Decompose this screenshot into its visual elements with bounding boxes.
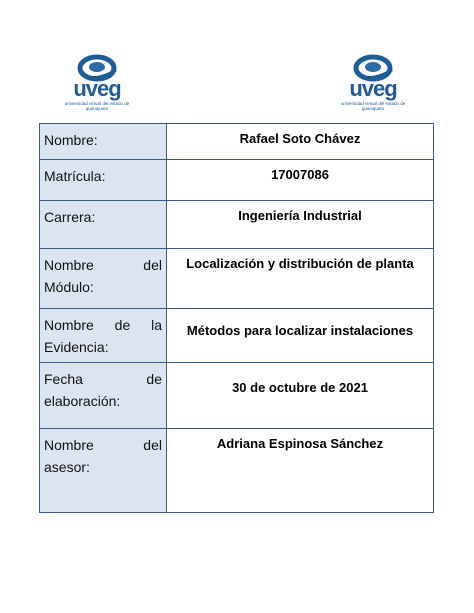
label-asesor-line2: asesor: [44, 459, 90, 475]
logo-word: uveg [349, 76, 397, 101]
value-cell [167, 201, 434, 249]
label-matricula: Matrícula: [44, 168, 106, 184]
info-table [39, 123, 434, 513]
value-cell [167, 160, 434, 201]
label-cell [40, 363, 167, 429]
logo-word: uveg [73, 76, 121, 101]
value-cell [167, 249, 434, 309]
label-cell [40, 429, 167, 513]
table-row [40, 309, 434, 363]
label-modulo-line2: Módulo: [44, 279, 94, 295]
label-fecha-line2: elaboración: [44, 393, 121, 409]
value-fecha: 30 de octubre de 2021 [232, 380, 368, 395]
table-row [40, 363, 434, 429]
table-row [40, 124, 434, 160]
value-matricula: 17007086 [271, 167, 329, 182]
table-row [40, 249, 434, 309]
logo-subtitle: universidad virtual del estado de guanajuato [340, 101, 406, 111]
label-fecha-line1: Fecha de [44, 371, 162, 387]
label-cell [40, 249, 167, 309]
label-nombre: Nombre: [44, 132, 98, 148]
label-cell [40, 160, 167, 201]
table-row [40, 201, 434, 249]
value-cell [167, 429, 434, 513]
label-evidencia-line1: Nombre de la [44, 317, 162, 333]
value-modulo: Localización y distribución de planta [186, 256, 414, 271]
uveg-logo-left [62, 50, 132, 112]
label-carrera: Carrera: [44, 209, 96, 225]
label-evidencia-line2: Evidencia: [44, 339, 109, 355]
label-cell [40, 309, 167, 363]
label-modulo-line1: Nombre del [44, 257, 162, 273]
label-cell [40, 124, 167, 160]
table-row [40, 160, 434, 201]
value-carrera: Ingeniería Industrial [238, 208, 362, 223]
value-cell [167, 124, 434, 160]
value-asesor: Adriana Espinosa Sánchez [216, 436, 384, 451]
label-asesor-line1: Nombre del [44, 437, 162, 453]
value-evidencia: Métodos para localizar instalaciones [186, 323, 414, 338]
value-cell [167, 363, 434, 429]
value-cell [167, 309, 434, 363]
label-cell [40, 201, 167, 249]
uveg-logo-right [338, 50, 408, 112]
table-row [40, 429, 434, 513]
logo-subtitle: universidad virtual del estado de guanajuato [64, 101, 130, 111]
value-nombre: Rafael Soto Chávez [239, 131, 361, 146]
